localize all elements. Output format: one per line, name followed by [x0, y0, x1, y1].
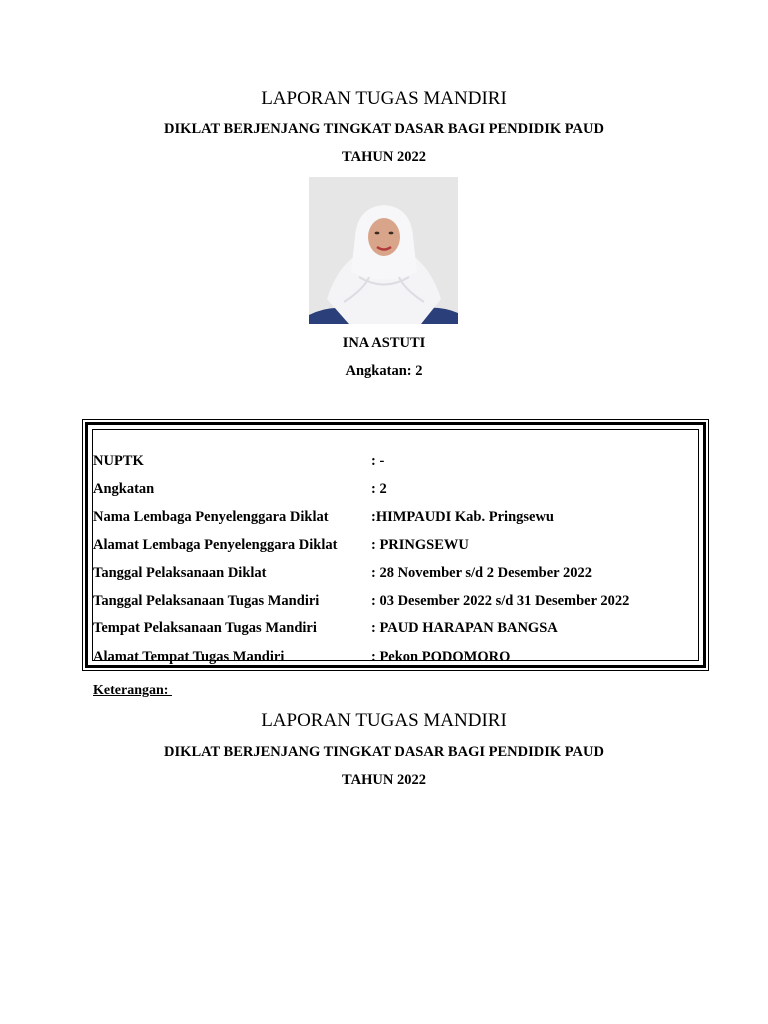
info-label: Tanggal Pelaksanaan Diklat — [93, 565, 267, 581]
info-value: : PAUD HARAPAN BANGSA — [371, 620, 558, 636]
report-year-repeat: TAHUN 2022 — [342, 772, 426, 788]
info-value: : 28 November s/d 2 Desember 2022 — [371, 565, 592, 581]
info-label: Tanggal Pelaksanaan Tugas Mandiri — [93, 593, 320, 609]
info-label: Alamat Lembaga Penyelenggara Diklat — [93, 537, 338, 553]
report-year: TAHUN 2022 — [342, 149, 426, 165]
report-subtitle-repeat: DIKLAT BERJENJANG TINGKAT DASAR BAGI PENDIDIK PAUD — [164, 744, 604, 760]
info-value: : 2 — [371, 481, 387, 497]
report-subtitle: DIKLAT BERJENJANG TINGKAT DASAR BAGI PENDIDIK PAUD — [164, 121, 604, 137]
info-label: Angkatan — [93, 481, 155, 497]
report-title-repeat: LAPORAN TUGAS MANDIRI — [261, 710, 507, 731]
info-label: Tempat Pelaksanaan Tugas Mandiri — [93, 620, 317, 636]
note-label: Keterangan: — [93, 683, 172, 698]
participant-batch: Angkatan: 2 — [345, 363, 423, 379]
info-label: Alamat Tempat Tugas Mandiri — [93, 649, 285, 665]
info-value: : - — [371, 453, 385, 469]
info-value: : Pekon PODOMORO — [371, 649, 511, 665]
participant-name: INA ASTUTI — [342, 335, 426, 351]
info-value: : PRINGSEWU — [371, 537, 469, 553]
info-value: : 03 Desember 2022 s/d 31 Desember 2022 — [371, 593, 630, 609]
info-value: :HIMPAUDI Kab. Pringsewu — [371, 509, 554, 525]
info-label: NUPTK — [93, 453, 144, 469]
participant-photo — [309, 177, 458, 324]
info-label: Nama Lembaga Penyelenggara Diklat — [93, 509, 329, 525]
report-title: LAPORAN TUGAS MANDIRI — [261, 88, 507, 109]
